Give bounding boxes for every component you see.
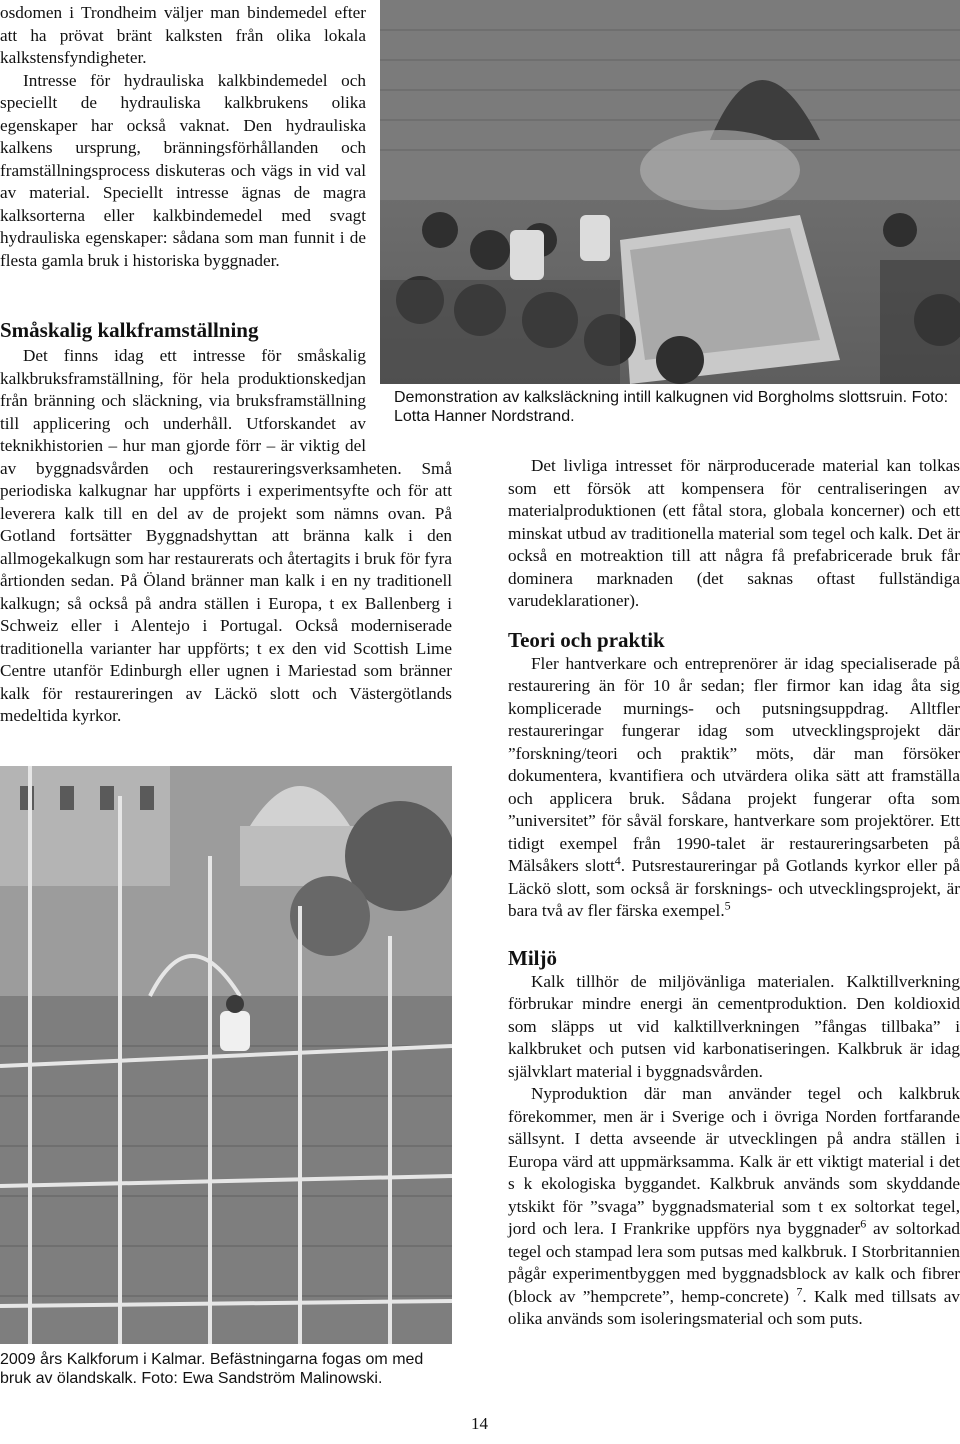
photo-kalkslackning <box>380 0 960 384</box>
paragraph: Nyproduktion där man använder tegel och kalkbruk förekommer, men är i Sverige och i övriga Norden fortfarande sällsynt. I detta avseende är utvecklingen på andra ställen i Europa värd att uppmärksamma. Kalk är ett viktigt material i det s k ekologiska byggandet. Kalkbruk används som skyddande ytskikt för ”svaga” byggnadsmaterial som t ex soltorkat tegel, jord och lera. I Frankrike uppförs nya byggnader$^6$ av soltorkad tegel och stampad lera som putsas med kalkbruk. I Storbritannien pågår experimentbyggen med byggnadsblock av kalk och fibrer (block av ”hempcrete”, hemp-concrete) $^7$. Kalk med tillsats av olika används som isoleringsmaterial och som puts. <box>508 1084 960 1328</box>
paragraph: osdomen i Trondheim väljer man bindemedel efter att ha prövat bränt kalksten från olika lokala kalkstensfyndigheter. <box>0 3 366 67</box>
paragraph: Kalk tillhör de miljövänliga materialen. Kalktillverkning förbrukar mindre energi än cementproduktion. Den koldioxid som släpps ut vid kalktillverkningen ”fångas tillbaka” i kalkbruket och putsen vid karbonatiseringen. Kalkbruk är idag självklart material i byggnadsvården. <box>508 971 960 1081</box>
footnote-ref: 4 <box>614 853 621 868</box>
section-smaskalig-body <box>0 345 452 728</box>
section-smaskalig <box>0 317 452 344</box>
paragraph: Fler hantverkare och entreprenörer är idag specialiserade på restaurering än för 10 år sedan; fler firmor kan idag åta sig komplicerade murnings- och putsningsuppdrag. Alltfler restaureringar fungerar idag som utvecklingsprojekt där ”forskning/teori och praktik” möts, där man försöker dokumentera, kvantifiera och utvärdera olika sätt att framställa och applicera bruk. Sådana projekt fungerar ofta som ”universitet” för såväl forskare, hantverkare som projektörer. Ett tidigt exempel från 1990-talet är restaureringsarbeten på Mälsåkers slott$^4$. Putsrestaureringar på Gotlands kyrkor eller på Läckö slott, som också är forsknings- och utvecklingsprojekt, är bara två av fler färska exempel.$^5$ <box>508 653 960 920</box>
caption: Demonstration av kalksläckning intill kalkugnen vid Borgholms slottsruin. Foto: Lotta Hanner Nordstrand. <box>394 389 949 425</box>
left-top-text <box>0 2 366 272</box>
heading-miljo: Miljö <box>508 945 557 970</box>
photo-bottom-caption <box>0 1350 452 1388</box>
paragraph: Det livliga intresset för närproducerade material kan tolkas som ett försök att kompensera för centraliseringen av materialproduktionen (ett fåtal stora, globala koncerner) och ett minskat utbud av traditionella material som tegel och kalk. Det är också en motreaktion till att några få prefabricerade bruk får dominera marknaden (det saknas oftast fullständiga varudeklarationer). <box>508 456 960 610</box>
page-number: 14 <box>471 1414 488 1433</box>
photo-kalkforum-kalmar <box>0 766 452 1344</box>
paragraph: Intresse för hydrauliska kalkbindemedel och speciellt de hydrauliska kalkbrukens olika egenskaper har också vaknat. Den hydrauliska kalkens ursprung, bränningsförhållanden och framställningsprocess diskuteras och vägs in vid val av material. Speciellt intresse ägnas de magra kalksorterna eller kalkbindemedel med svagt hydrauliska egenskaper: sådana som man funnit i de flesta gamla bruk i historiska byggnader. <box>0 70 366 270</box>
heading-teori-och-praktik: Teori och praktik <box>508 627 665 652</box>
section-heading: Småskalig kalkframställning <box>0 318 259 342</box>
footnote-ref: 6 <box>860 1216 867 1231</box>
right-column <box>508 455 960 1331</box>
paragraph: Det finns idag ett intresse för småskalig kalkbruksframställning, för hela produktionskedjan från bränning och släckning, via bruksframställning till applicering och underhåll. Utforskandet av teknikhistorien – hur man gjorde förr – är viktig del av byggnadsvården och restaureringsverksamheten. Små periodiska kalkugnar har uppförts i experimentsyfte och för att leverera kalk till en del av de projekt som nämns ovan. På Gotland fortsätter Byggnadshyttan att bränna kalk i den allmogekalkugn som har restaurerats och återtagits i bruk för fyra årtionden sedan. På Öland bränner man kalk i en ny traditionell kalkugn; så också på andra ställen i Europa, t ex Ballenberg i Schweiz eller i Alentejo i Portugal. Också moderniserade traditionella varianter har uppförts; t ex den vid Scottish Lime Centre utanför Edinburgh eller ugnen i Mariestad som bränner kalk för restaureringen av Läckö slott och Västergötlands medeltida kyrkor. <box>0 346 452 725</box>
footnote-ref: 7 <box>796 1283 803 1298</box>
caption: 2009 års Kalkforum i Kalmar. Befästningarna fogas om med bruk av ölandskalk. Foto: Ewa Sandström Malinowski. <box>0 1351 424 1387</box>
photo-top-caption <box>394 388 954 426</box>
footnote-ref: 5 <box>724 898 731 913</box>
